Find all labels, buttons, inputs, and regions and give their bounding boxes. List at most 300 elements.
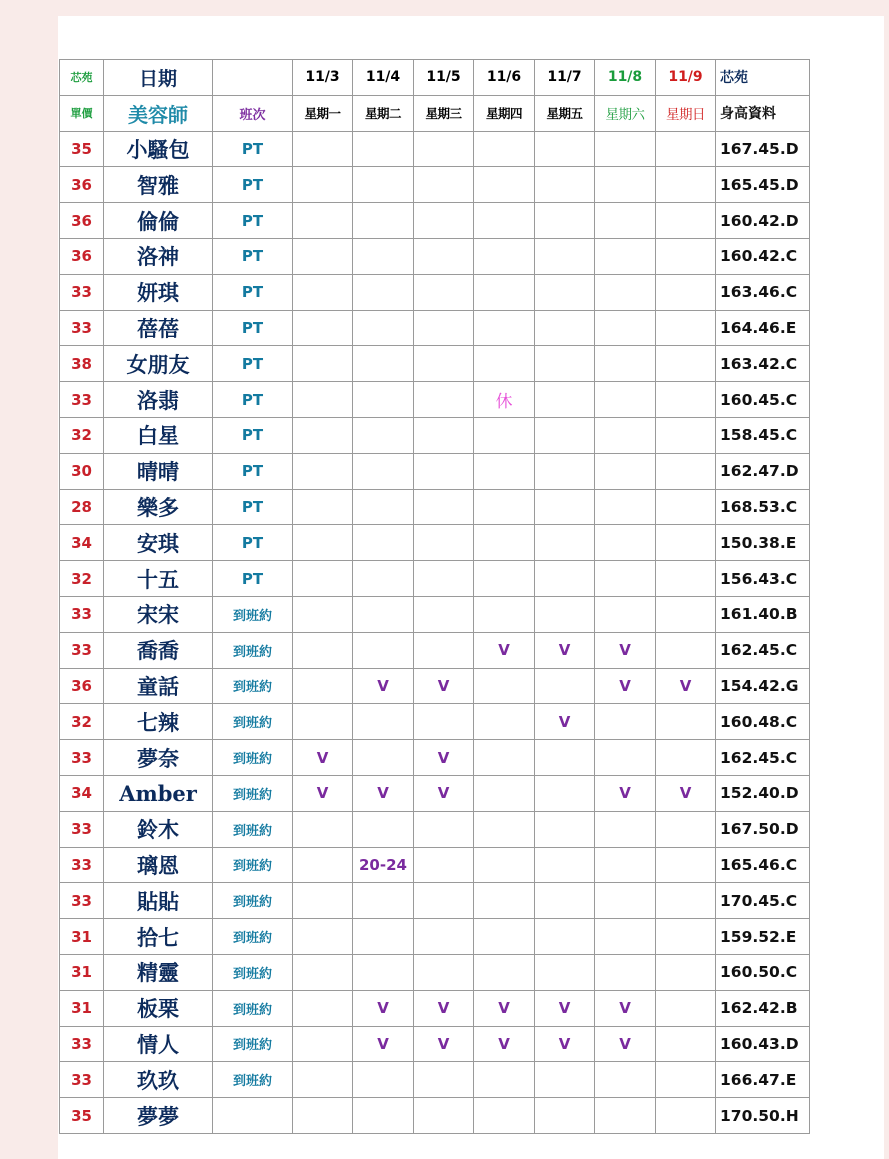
availability-cell xyxy=(353,1098,414,1134)
beautician-name-cell: 女朋友 xyxy=(104,346,213,382)
shift-cell: 到班約 xyxy=(213,596,293,632)
availability-cell xyxy=(353,131,414,167)
table-row xyxy=(60,883,810,919)
availability-cell xyxy=(293,561,353,597)
height-cell: 159.52.E xyxy=(716,919,810,955)
price-cell: 34 xyxy=(60,775,104,811)
weekday-header-6: 星期六 xyxy=(595,95,656,131)
availability-cell xyxy=(535,561,595,597)
availability-cell: V xyxy=(595,775,656,811)
availability-cell xyxy=(353,919,414,955)
beautician-name-cell: 情人 xyxy=(104,1026,213,1062)
shift-cell: PT xyxy=(213,167,293,203)
availability-cell xyxy=(474,525,535,561)
availability-cell xyxy=(474,1062,535,1098)
availability-cell xyxy=(353,632,414,668)
weekday-header-1: 星期一 xyxy=(293,95,353,131)
availability-cell xyxy=(353,346,414,382)
shift-cell xyxy=(213,1098,293,1134)
availability-cell xyxy=(656,131,716,167)
availability-cell: V xyxy=(535,704,595,740)
availability-cell xyxy=(474,668,535,704)
availability-cell xyxy=(656,740,716,776)
availability-cell xyxy=(353,417,414,453)
availability-cell xyxy=(656,811,716,847)
table-row xyxy=(60,274,810,310)
availability-cell: 休 xyxy=(474,382,535,418)
beautician-name-cell: 精靈 xyxy=(104,954,213,990)
availability-cell xyxy=(595,382,656,418)
price-label: 單價 xyxy=(60,95,104,131)
availability-cell xyxy=(414,382,474,418)
availability-cell xyxy=(474,131,535,167)
availability-cell xyxy=(656,203,716,239)
availability-cell xyxy=(474,489,535,525)
shift-cell: PT xyxy=(213,525,293,561)
height-cell: 164.46.E xyxy=(716,310,810,346)
availability-cell xyxy=(535,525,595,561)
header-row-dates xyxy=(60,60,810,96)
availability-cell xyxy=(414,525,474,561)
table-row xyxy=(60,811,810,847)
availability-cell xyxy=(474,238,535,274)
shift-cell: PT xyxy=(213,453,293,489)
availability-cell xyxy=(535,775,595,811)
availability-cell xyxy=(595,596,656,632)
table-row xyxy=(60,668,810,704)
beautician-name-cell: 拾七 xyxy=(104,919,213,955)
header-row-weekdays xyxy=(60,95,810,131)
availability-cell: V xyxy=(595,668,656,704)
availability-cell xyxy=(535,310,595,346)
table-row xyxy=(60,203,810,239)
availability-cell xyxy=(656,1062,716,1098)
height-cell: 152.40.D xyxy=(716,775,810,811)
beautician-name-cell: 小騷包 xyxy=(104,131,213,167)
shift-cell: 到班約 xyxy=(213,704,293,740)
beautician-name-cell: 洛翡 xyxy=(104,382,213,418)
availability-cell xyxy=(656,704,716,740)
table-row xyxy=(60,1026,810,1062)
date-header-4: 11/6 xyxy=(474,60,535,96)
availability-cell xyxy=(293,382,353,418)
availability-cell xyxy=(656,954,716,990)
availability-cell xyxy=(353,811,414,847)
height-cell: 160.42.D xyxy=(716,203,810,239)
date-header-5: 11/7 xyxy=(535,60,595,96)
price-cell: 33 xyxy=(60,811,104,847)
shift-cell: 到班約 xyxy=(213,919,293,955)
shift-cell: 到班約 xyxy=(213,954,293,990)
availability-cell xyxy=(595,811,656,847)
beautician-name-cell: 七辣 xyxy=(104,704,213,740)
availability-cell xyxy=(535,596,595,632)
price-cell: 33 xyxy=(60,1062,104,1098)
availability-cell xyxy=(595,561,656,597)
date-label: 日期 xyxy=(104,60,213,96)
beautician-name-cell: 宋宋 xyxy=(104,596,213,632)
availability-cell: V xyxy=(414,668,474,704)
price-cell: 34 xyxy=(60,525,104,561)
availability-cell xyxy=(535,203,595,239)
beautician-name-cell: 倫倫 xyxy=(104,203,213,239)
availability-cell xyxy=(535,238,595,274)
shift-cell: 到班約 xyxy=(213,668,293,704)
height-cell: 160.45.C xyxy=(716,382,810,418)
availability-cell xyxy=(293,274,353,310)
shift-cell: PT xyxy=(213,131,293,167)
availability-cell xyxy=(474,954,535,990)
height-cell: 160.43.D xyxy=(716,1026,810,1062)
availability-cell xyxy=(293,310,353,346)
table-row xyxy=(60,489,810,525)
beautician-name-cell: 樂多 xyxy=(104,489,213,525)
availability-cell: V xyxy=(293,775,353,811)
price-cell: 32 xyxy=(60,561,104,597)
availability-cell xyxy=(656,632,716,668)
availability-cell xyxy=(353,310,414,346)
date-header-2: 11/4 xyxy=(353,60,414,96)
availability-cell xyxy=(293,954,353,990)
price-cell: 33 xyxy=(60,310,104,346)
availability-cell xyxy=(414,919,474,955)
price-cell: 36 xyxy=(60,238,104,274)
table-row xyxy=(60,167,810,203)
availability-cell xyxy=(656,167,716,203)
availability-cell xyxy=(474,704,535,740)
availability-cell xyxy=(595,704,656,740)
price-cell: 33 xyxy=(60,1026,104,1062)
price-cell: 32 xyxy=(60,417,104,453)
availability-cell xyxy=(595,310,656,346)
availability-cell xyxy=(414,704,474,740)
beautician-name-cell: 板栗 xyxy=(104,990,213,1026)
availability-cell xyxy=(656,453,716,489)
availability-cell xyxy=(293,883,353,919)
availability-cell xyxy=(474,203,535,239)
availability-cell: V xyxy=(474,632,535,668)
availability-cell xyxy=(293,919,353,955)
availability-cell xyxy=(293,525,353,561)
table-row xyxy=(60,453,810,489)
availability-cell: 20-24 xyxy=(353,847,414,883)
availability-cell: V xyxy=(353,668,414,704)
availability-cell xyxy=(293,847,353,883)
beautician-name-cell: 夢奈 xyxy=(104,740,213,776)
availability-cell: V xyxy=(414,775,474,811)
shift-cell: 到班約 xyxy=(213,632,293,668)
availability-cell xyxy=(414,632,474,668)
availability-cell xyxy=(414,310,474,346)
table-row xyxy=(60,1098,810,1134)
beautician-name-cell: 安琪 xyxy=(104,525,213,561)
availability-cell xyxy=(414,883,474,919)
table-row xyxy=(60,740,810,776)
table-row xyxy=(60,417,810,453)
beautician-name-cell: 智雅 xyxy=(104,167,213,203)
availability-cell: V xyxy=(353,1026,414,1062)
availability-cell xyxy=(414,453,474,489)
availability-cell xyxy=(474,417,535,453)
availability-cell xyxy=(656,919,716,955)
shift-cell: PT xyxy=(213,346,293,382)
availability-cell xyxy=(353,238,414,274)
availability-cell xyxy=(293,489,353,525)
weekday-header-7: 星期日 xyxy=(656,95,716,131)
table-row xyxy=(60,775,810,811)
availability-cell xyxy=(474,453,535,489)
availability-cell xyxy=(353,704,414,740)
availability-cell xyxy=(474,775,535,811)
availability-cell xyxy=(535,489,595,525)
price-cell: 36 xyxy=(60,203,104,239)
weekday-header-4: 星期四 xyxy=(474,95,535,131)
availability-cell xyxy=(414,954,474,990)
availability-cell: V xyxy=(535,990,595,1026)
availability-cell xyxy=(474,919,535,955)
availability-cell xyxy=(535,417,595,453)
height-cell: 158.45.C xyxy=(716,417,810,453)
shift-cell: PT xyxy=(213,203,293,239)
availability-cell xyxy=(474,740,535,776)
availability-cell xyxy=(353,382,414,418)
availability-cell xyxy=(535,274,595,310)
shift-cell: PT xyxy=(213,417,293,453)
table-row xyxy=(60,919,810,955)
availability-cell xyxy=(474,274,535,310)
availability-cell xyxy=(656,847,716,883)
table-row xyxy=(60,1062,810,1098)
price-cell: 33 xyxy=(60,632,104,668)
availability-cell xyxy=(535,1062,595,1098)
availability-cell xyxy=(595,525,656,561)
availability-cell xyxy=(535,382,595,418)
shift-cell: PT xyxy=(213,561,293,597)
height-cell: 162.42.B xyxy=(716,990,810,1026)
availability-cell xyxy=(656,382,716,418)
shift-cell: PT xyxy=(213,382,293,418)
table-row xyxy=(60,131,810,167)
availability-cell xyxy=(535,346,595,382)
availability-cell xyxy=(656,489,716,525)
height-cell: 168.53.C xyxy=(716,489,810,525)
height-cell: 160.48.C xyxy=(716,704,810,740)
availability-cell xyxy=(293,1062,353,1098)
date-header-6: 11/8 xyxy=(595,60,656,96)
height-cell: 167.45.D xyxy=(716,131,810,167)
height-cell: 163.42.C xyxy=(716,346,810,382)
availability-cell xyxy=(535,131,595,167)
availability-cell: V xyxy=(293,740,353,776)
availability-cell xyxy=(293,167,353,203)
height-cell: 170.50.H xyxy=(716,1098,810,1134)
height-label: 身高資料 xyxy=(716,95,810,131)
shift-label: 班次 xyxy=(213,95,293,131)
date-header-3: 11/5 xyxy=(414,60,474,96)
table-row xyxy=(60,525,810,561)
price-cell: 31 xyxy=(60,990,104,1026)
availability-cell: V xyxy=(656,775,716,811)
beautician-name-cell: 晴晴 xyxy=(104,453,213,489)
height-cell: 165.45.D xyxy=(716,167,810,203)
table-row xyxy=(60,990,810,1026)
availability-cell xyxy=(474,561,535,597)
availability-cell: V xyxy=(414,740,474,776)
availability-cell xyxy=(595,346,656,382)
availability-cell xyxy=(414,596,474,632)
price-cell: 36 xyxy=(60,167,104,203)
schedule-body xyxy=(60,60,810,1134)
beautician-name-cell: 玖玖 xyxy=(104,1062,213,1098)
price-cell: 28 xyxy=(60,489,104,525)
beautician-name-cell: 喬喬 xyxy=(104,632,213,668)
availability-cell xyxy=(535,668,595,704)
availability-cell xyxy=(595,1062,656,1098)
availability-cell xyxy=(414,1062,474,1098)
availability-cell xyxy=(353,954,414,990)
availability-cell xyxy=(414,203,474,239)
availability-cell xyxy=(595,954,656,990)
table-row xyxy=(60,561,810,597)
price-cell: 33 xyxy=(60,847,104,883)
shift-cell: PT xyxy=(213,274,293,310)
table-row xyxy=(60,847,810,883)
date-header-7: 11/9 xyxy=(656,60,716,96)
availability-cell: V xyxy=(595,990,656,1026)
table-row xyxy=(60,632,810,668)
beautician-name-cell: 貼貼 xyxy=(104,883,213,919)
availability-cell xyxy=(353,453,414,489)
availability-cell xyxy=(474,596,535,632)
availability-cell xyxy=(656,990,716,1026)
availability-cell xyxy=(353,740,414,776)
price-cell: 35 xyxy=(60,1098,104,1134)
availability-cell: V xyxy=(474,1026,535,1062)
availability-cell xyxy=(414,811,474,847)
shift-cell: 到班約 xyxy=(213,990,293,1026)
height-cell: 156.43.C xyxy=(716,561,810,597)
beautician-label: 美容師 xyxy=(104,95,213,131)
height-cell: 170.45.C xyxy=(716,883,810,919)
availability-cell xyxy=(656,310,716,346)
availability-cell xyxy=(595,167,656,203)
availability-cell xyxy=(656,274,716,310)
availability-cell: V xyxy=(535,1026,595,1062)
availability-cell xyxy=(595,883,656,919)
availability-cell xyxy=(293,668,353,704)
beautician-name-cell: 璃恩 xyxy=(104,847,213,883)
table-row xyxy=(60,382,810,418)
availability-cell xyxy=(414,561,474,597)
beautician-name-cell: 蓓蓓 xyxy=(104,310,213,346)
availability-cell xyxy=(414,417,474,453)
availability-cell xyxy=(656,596,716,632)
availability-cell xyxy=(353,203,414,239)
availability-cell xyxy=(656,346,716,382)
beautician-name-cell: 鈴木 xyxy=(104,811,213,847)
availability-cell xyxy=(293,632,353,668)
shift-cell: 到班約 xyxy=(213,740,293,776)
availability-cell xyxy=(656,561,716,597)
shift-cell: 到班約 xyxy=(213,883,293,919)
availability-cell xyxy=(656,1098,716,1134)
height-cell: 162.45.C xyxy=(716,740,810,776)
availability-cell xyxy=(353,883,414,919)
availability-cell: V xyxy=(535,632,595,668)
availability-cell xyxy=(595,417,656,453)
availability-cell xyxy=(474,811,535,847)
availability-cell xyxy=(535,919,595,955)
availability-cell: V xyxy=(414,1026,474,1062)
height-cell: 163.46.C xyxy=(716,274,810,310)
availability-cell xyxy=(353,525,414,561)
availability-cell xyxy=(293,596,353,632)
availability-cell xyxy=(656,238,716,274)
availability-cell xyxy=(535,453,595,489)
schedule-table xyxy=(59,59,810,1134)
availability-cell xyxy=(414,238,474,274)
availability-cell xyxy=(474,310,535,346)
availability-cell xyxy=(293,238,353,274)
shift-cell: 到班約 xyxy=(213,775,293,811)
availability-cell xyxy=(595,453,656,489)
availability-cell xyxy=(656,525,716,561)
height-cell: 162.47.D xyxy=(716,453,810,489)
price-cell: 33 xyxy=(60,740,104,776)
shift-cell: PT xyxy=(213,489,293,525)
beautician-name-cell: 妍琪 xyxy=(104,274,213,310)
availability-cell xyxy=(535,1098,595,1134)
availability-cell xyxy=(535,740,595,776)
shift-cell: PT xyxy=(213,310,293,346)
availability-cell xyxy=(535,167,595,203)
shift-cell: 到班約 xyxy=(213,847,293,883)
availability-cell xyxy=(656,883,716,919)
weekday-header-5: 星期五 xyxy=(535,95,595,131)
table-row xyxy=(60,954,810,990)
availability-cell: V xyxy=(353,990,414,1026)
height-cell: 154.42.G xyxy=(716,668,810,704)
availability-cell xyxy=(595,238,656,274)
availability-cell xyxy=(595,740,656,776)
table-row xyxy=(60,346,810,382)
beautician-name-cell: 白星 xyxy=(104,417,213,453)
availability-cell xyxy=(474,847,535,883)
availability-cell: V xyxy=(595,1026,656,1062)
availability-cell xyxy=(353,489,414,525)
availability-cell xyxy=(353,561,414,597)
availability-cell: V xyxy=(353,775,414,811)
height-cell: 150.38.E xyxy=(716,525,810,561)
beautician-name-cell: 十五 xyxy=(104,561,213,597)
availability-cell: V xyxy=(656,668,716,704)
price-cell: 36 xyxy=(60,668,104,704)
table-row xyxy=(60,238,810,274)
height-cell: 161.40.B xyxy=(716,596,810,632)
price-cell: 31 xyxy=(60,919,104,955)
availability-cell xyxy=(474,883,535,919)
shift-cell: 到班約 xyxy=(213,1062,293,1098)
height-cell: 166.47.E xyxy=(716,1062,810,1098)
availability-cell xyxy=(293,704,353,740)
availability-cell xyxy=(595,203,656,239)
weekday-header-3: 星期三 xyxy=(414,95,474,131)
availability-cell xyxy=(414,274,474,310)
availability-cell xyxy=(535,954,595,990)
price-cell: 33 xyxy=(60,274,104,310)
price-cell: 33 xyxy=(60,596,104,632)
availability-cell xyxy=(353,167,414,203)
